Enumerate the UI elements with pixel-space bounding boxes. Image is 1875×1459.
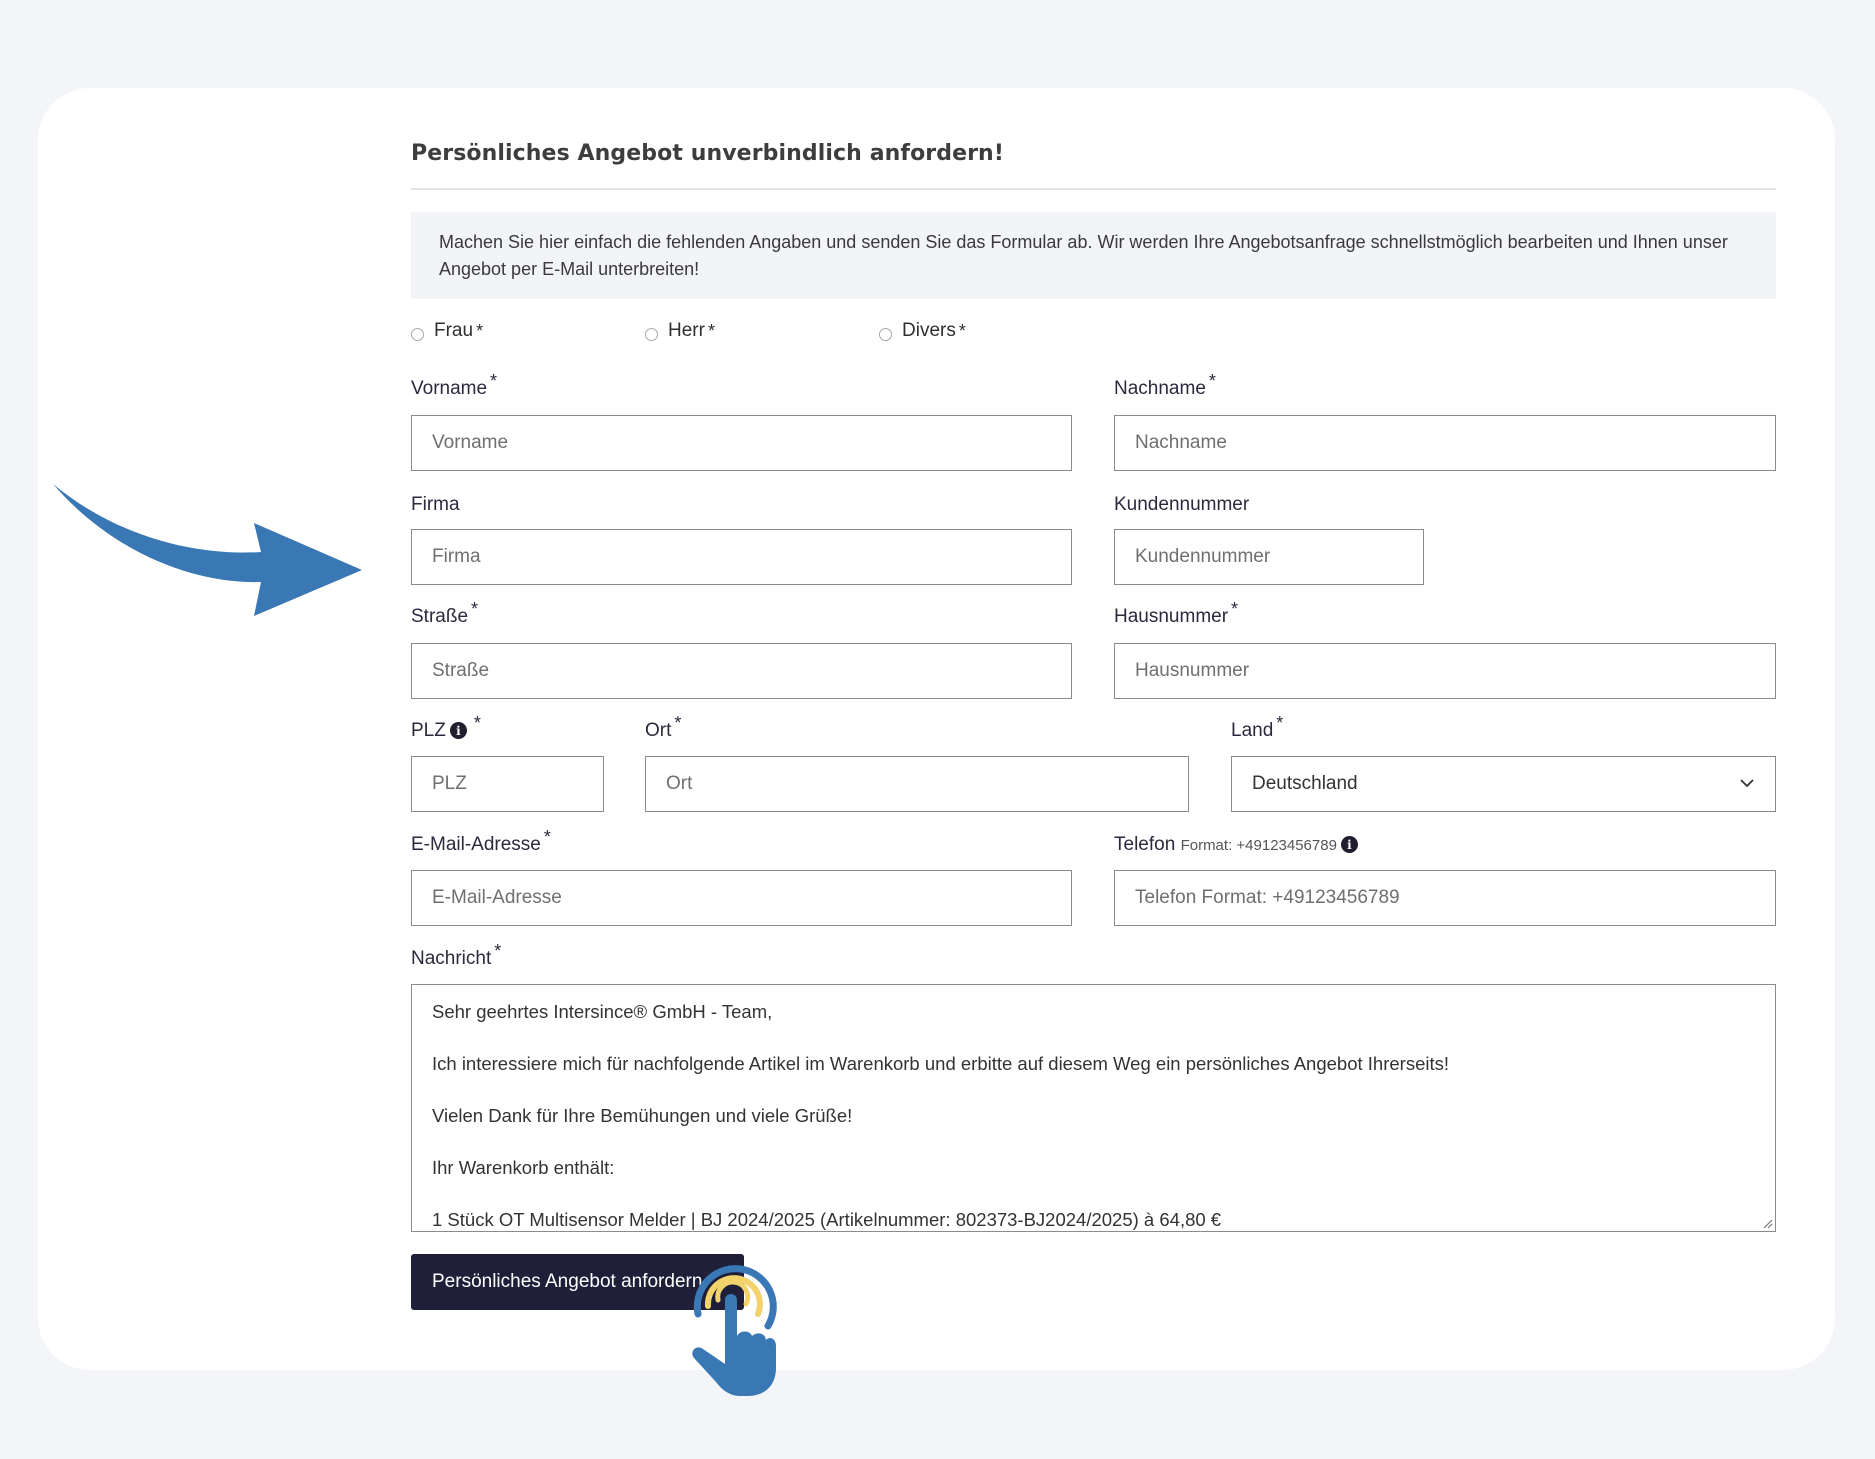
strasse-input[interactable] [411, 643, 1072, 699]
vorname-label: Vorname * [411, 370, 498, 399]
nachricht-label: Nachricht * [411, 940, 502, 969]
radio-divers[interactable]: Divers * [879, 320, 966, 342]
hausnummer-input[interactable] [1114, 643, 1776, 699]
kundennummer-input[interactable] [1114, 529, 1424, 585]
hand-pointer-icon [668, 1254, 788, 1399]
strasse-label: Straße * [411, 598, 479, 627]
radio-circle[interactable] [645, 328, 658, 341]
plz-label: PLZ i * [411, 712, 481, 741]
arrow-right-icon [48, 478, 368, 618]
radio-label: Herr [668, 320, 705, 341]
resize-handle-icon[interactable] [1761, 1217, 1773, 1229]
plz-placeholder: PLZ [432, 773, 467, 794]
nachricht-textarea[interactable] [411, 984, 1776, 1232]
message-line: Sehr geehrtes Intersince® GmbH - Team, [432, 1001, 773, 1022]
land-label: Land * [1231, 712, 1284, 741]
nachname-input[interactable] [1114, 415, 1776, 471]
ort-label: Ort * [645, 712, 682, 741]
radio-label: Frau [434, 320, 474, 341]
info-icon[interactable]: i [1341, 836, 1358, 853]
hausnummer-placeholder: Hausnummer [1135, 660, 1250, 681]
hausnummer-label: Hausnummer * [1114, 598, 1239, 627]
ort-input[interactable] [645, 756, 1189, 812]
vorname-input[interactable] [411, 415, 1072, 471]
nachname-placeholder: Nachname [1135, 432, 1227, 453]
radio-frau[interactable]: Frau * [411, 320, 483, 342]
vorname-placeholder: Vorname [432, 432, 509, 453]
kundennummer-label: Kundennummer [1114, 494, 1250, 515]
radio-circle[interactable] [879, 328, 892, 341]
email-label: E-Mail-Adresse * [411, 826, 551, 855]
radio-herr[interactable]: Herr * [645, 320, 715, 342]
land-select[interactable] [1231, 756, 1776, 812]
info-icon[interactable]: i [450, 722, 467, 739]
radio-label: Divers [902, 320, 956, 341]
divider [411, 188, 1776, 190]
strasse-placeholder: Straße [432, 660, 490, 681]
info-box: Machen Sie hier einfach die fehlenden Angaben und senden Sie das Formular ab. Wir werden Ihre Angebotsanfrage schnellstmöglich bearbeiten und Ihnen unser Angebot per E-Mail unterbreiten! [411, 212, 1776, 299]
message-line: Vielen Dank für Ihre Bemühungen und viele Grüße! [432, 1105, 853, 1126]
message-line: 1 Stück OT Multisensor Melder | BJ 2024/2025 (Artikelnummer: 802373-BJ2024/2025) à 64,80 € [432, 1209, 1222, 1230]
ort-placeholder: Ort [666, 773, 693, 794]
firma-label: Firma [411, 494, 460, 515]
email-placeholder: E-Mail-Adresse [432, 887, 562, 908]
submit-label: Persönliches Angebot anfordern [432, 1271, 703, 1292]
telefon-hint: Format: +49123456789 [1180, 837, 1337, 854]
radio-circle[interactable] [411, 328, 424, 341]
chevron-down-icon [1739, 775, 1755, 791]
plz-input[interactable] [411, 756, 604, 812]
firma-input[interactable] [411, 529, 1072, 585]
nachname-label: Nachname * [1114, 370, 1216, 399]
land-value: Deutschland [1252, 773, 1358, 794]
kundennummer-placeholder: Kundennummer [1135, 546, 1271, 567]
message-line: Ihr Warenkorb enthält: [432, 1157, 615, 1178]
telefon-placeholder: Telefon Format: +49123456789 [1135, 887, 1400, 908]
firma-placeholder: Firma [432, 546, 481, 567]
message-line: Ich interessiere mich für nachfolgende Artikel im Warenkorb und erbitte auf diesem Weg ein persönliches Angebot Ihrerseits! [432, 1053, 1449, 1074]
telefon-input[interactable] [1114, 870, 1776, 926]
email-input[interactable] [411, 870, 1072, 926]
telefon-label: Telefon Format: +49123456789 i [1114, 834, 1362, 856]
form-title: Persönliches Angebot unverbindlich anfordern! [411, 141, 1004, 166]
